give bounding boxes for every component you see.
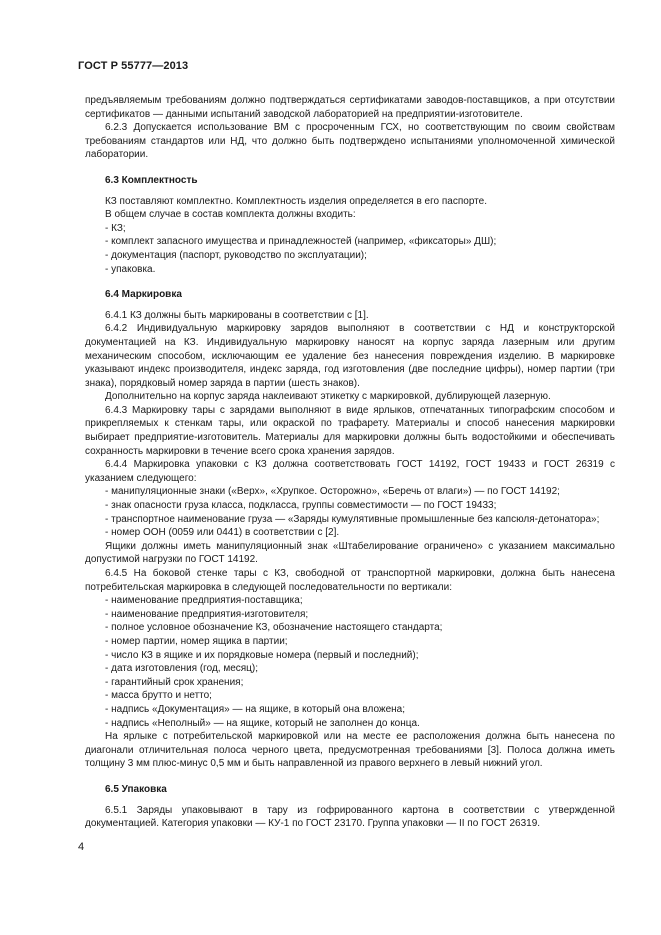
clause-6-4-5-label-stripe: На ярлыке с потребительской маркировкой или на месте ее расположения должна быть нанесена по диагонали отличительная полоса черного цвета, предусмотренная требованиями [3]. Полоса должна иметь толщину 3 мм плюс-минус 0,5 мм и быть направленной из правого верхнего в левый нижний угол. [85,731,615,770]
list-item: - надпись «Документация» — на ящике, в который она вложена; [105,703,406,715]
section-6-3-line: КЗ поставляют комплектно. Комплектность изделия определяется в его паспорте. [105,195,487,207]
list-item: - комплект запасного имущества и принадлежностей (например, «фиксаторы» ДШ); [105,236,497,248]
section-6-4-heading: 6.4 Маркировка [105,289,182,301]
list-item: - надпись «Неполный» — на ящике, который не заполнен до конца. [105,717,420,729]
clause-6-5-1: 6.5.1 Заряды упаковывают в тару из гофрированного картона в соответствии с утвержденной документацией. Категория упаковки — КУ-1 по ГОСТ 23170. Группа упаковки — II по ГОСТ 26319. [85,804,615,830]
section-6-5-heading: 6.5 Упаковка [105,783,167,795]
list-item: - документация (паспорт, руководство по эксплуатации); [105,249,367,261]
list-item: - дата изготовления (год, месяц); [105,663,259,675]
clause-6-4-1: 6.4.1 КЗ должны быть маркированы в соответствии с [1]. [105,309,369,321]
page-body [85,94,615,831]
section-6-3-line: В общем случае в состав комплекта должны входить: [105,209,356,221]
list-item: - манипуляционные знаки («Верх», «Хрупкое. Осторожно», «Беречь от влаги») — по ГОСТ 14192; [105,486,560,498]
continued-paragraph: предъявляемым требованиям должно подтверждаться сертификатами заводов-поставщиков, а при отсутствии сертификатов — данными испытаний заводской лабораторией на предприятии-изготовителе. [85,95,615,120]
document-header: ГОСТ Р 55777—2013 [78,60,189,72]
list-item: - полное условное обозначение КЗ, обозначение настоящего стандарта; [105,622,443,634]
list-item: - наименование предприятия-изготовителя; [105,608,309,620]
clause-6-4-2: 6.4.2 Индивидуальную маркировку зарядов выполняют в соответствии с НД и конструкторской документацией на КЗ. Индивидуальную маркировку наносят на корпус заряда лазерным или другим механическим способом, исключающим ее удаление без нанесения повреждения изделию. В маркировке указывают индекс производителя, индекс заряда, год изготовления (две последние цифры), номер партии (три знака), порядковый номер заряда в партии (шесть знаков). [85,323,615,389]
list-item: - номер партии, номер ящика в партии; [105,635,288,647]
list-item: - упаковка. [105,263,156,275]
clause-6-4-3: 6.4.3 Маркировку тары с зарядами выполняют в виде ярлыков, отпечатанных типографским способом и прикрепляемых к стенкам тары, или окраской по трафарету. Материалы и способ нанесения маркировки выбирает предприятие-изготовитель. Материалы для маркировки должны быть водостойкими и обеспечивать сохранность маркировки в течение всего срока хранения зарядов. [85,404,615,457]
list-item: - гарантийный срок хранения; [105,676,244,688]
list-item: - знак опасности груза класса, подкласса, группы совместимости — по ГОСТ 19433; [105,500,497,512]
clause-6-4-4: 6.4.4 Маркировка упаковки с КЗ должна соответствовать ГОСТ 14192, ГОСТ 19433 и ГОСТ 26319 с указанием следующего: [85,459,615,484]
section-6-3-heading: 6.3 Комплектность [105,174,198,186]
list-item: - номер ООН (0059 или 0441) в соответствии с [2]. [105,527,340,539]
clause-6-4-2-addendum: Дополнительно на корпус заряда наклеивают этикетку с маркировкой, дублирующей лазерную. [105,391,551,403]
clause-6-4-5: 6.4.5 На боковой стенке тары с КЗ, свободной от транспортной маркировки, должна быть нанесена потребительская маркировка в следующей последовательности по вертикали: [85,568,615,593]
clause-6-4-4-note: Ящики должны иметь манипуляционный знак «Штабелирование ограничено» с указанием максимально допустимой нагрузки по ГОСТ 14192. [85,540,615,566]
page-number: 4 [78,841,85,853]
list-item: - число КЗ в ящике и их порядковые номера (первый и последний); [105,649,419,661]
list-item: - транспортное наименование груза — «Заряды кумулятивные промышленные без капсюля-детонатора»; [105,513,600,525]
list-item: - масса брутто и нетто; [105,690,212,702]
clause-6-2-3: 6.2.3 Допускается использование ВМ с просроченным ГСХ, но соответствующим по своим свойствам требованиям стандартов или НД, что должно быть подтверждено испытаниями уполномоченной химической лаборатории. [85,122,615,161]
list-item: - наименование предприятия-поставщика; [105,595,303,607]
list-item: - КЗ; [105,222,126,234]
